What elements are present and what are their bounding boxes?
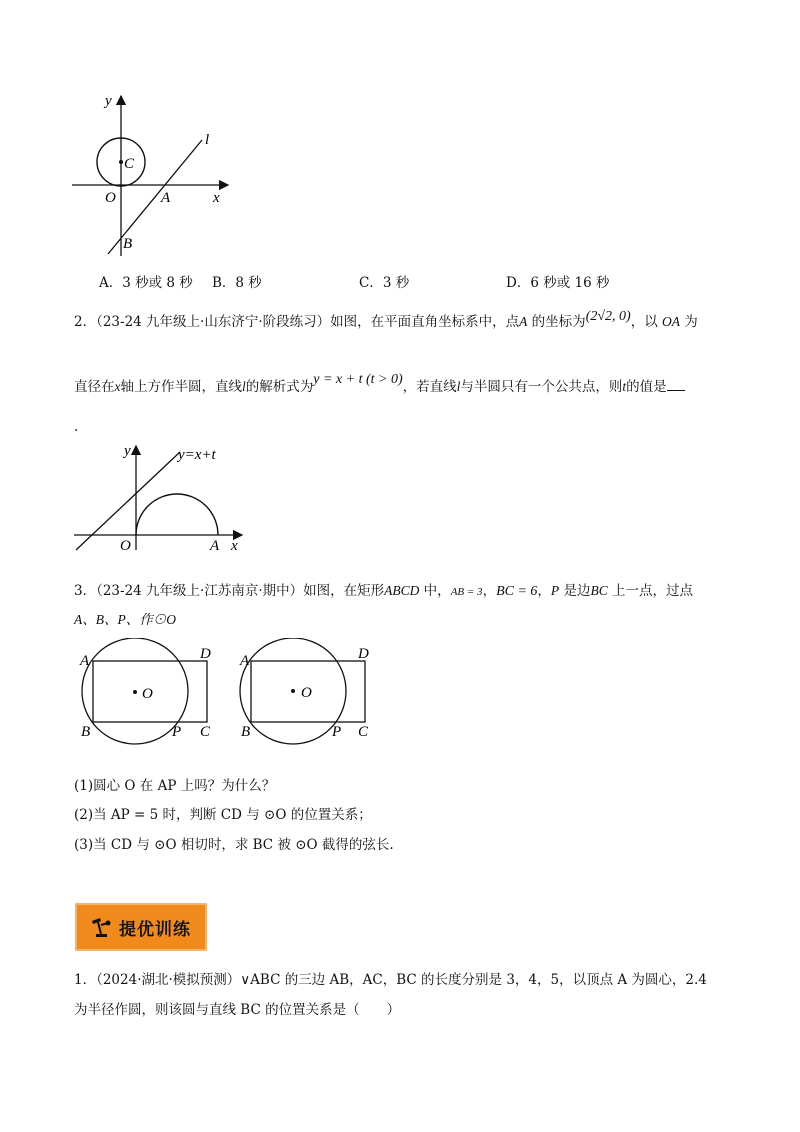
label-b: B bbox=[81, 724, 91, 740]
label-x: x bbox=[213, 190, 220, 206]
q2-line2: 直径在x轴上方作半圆，直线l的解析式为y = x + t (t > 0)，若直线l与半圆只有一个公共点，则t的值是 bbox=[74, 376, 685, 398]
label-c: C bbox=[124, 156, 135, 172]
label-d: D bbox=[358, 646, 369, 662]
label-b: B bbox=[241, 724, 251, 740]
q3-line1: 3．（23-24 九年级上·江苏南京·期中）如图，在矩形ABCD 中，AB = 3，BC = 6，P 是边BC 上一点，过点 bbox=[74, 583, 694, 599]
option-c[interactable]: C．3 秒 bbox=[359, 275, 410, 291]
label-d: D bbox=[200, 646, 211, 662]
section-banner bbox=[75, 903, 207, 951]
center-o-dot bbox=[133, 690, 137, 694]
label-o: O bbox=[120, 538, 131, 554]
label-line: y=x+t bbox=[178, 447, 216, 463]
label-a: A bbox=[161, 190, 171, 206]
banner-label: 提优训练 bbox=[119, 920, 191, 940]
q4-line2: 为半径作圆，则该圆与直线 BC 的位置关系是（ ） bbox=[74, 1002, 401, 1018]
label-a: A bbox=[210, 538, 220, 554]
q3-sub3: (3)当 CD 与 ⊙O 相切时，求 BC 被 ⊙O 截得的弦长. bbox=[74, 837, 394, 853]
option-b[interactable]: B．8 秒 bbox=[212, 275, 262, 291]
label-a: A bbox=[240, 653, 250, 669]
label-b: B bbox=[123, 236, 133, 252]
q4-line1: 1．（2024·湖北·模拟预测）∨ABC 的三边 AB，AC，BC 的长度分别是 3，4，5，以顶点 A 为圆心，2.4 bbox=[74, 972, 707, 988]
center-o-dot bbox=[291, 689, 295, 693]
label-o: O bbox=[142, 686, 153, 702]
label-c: C bbox=[200, 724, 211, 740]
figure-rectangle-circle-left bbox=[78, 638, 228, 748]
q3-sub2: (2)当 AP = 5 时，判断 CD 与 ⊙O 的位置关系； bbox=[74, 807, 372, 823]
option-d[interactable]: D．6 秒或 16 秒 bbox=[506, 275, 610, 291]
lamp-icon bbox=[89, 915, 113, 939]
label-c: C bbox=[358, 724, 369, 740]
label-p: P bbox=[172, 724, 182, 740]
figure-circle-line bbox=[60, 88, 240, 258]
q2-period: . bbox=[74, 419, 79, 435]
label-o: O bbox=[301, 685, 312, 701]
label-a: A bbox=[80, 653, 90, 669]
q2-line1: 2．（23-24 九年级上·山东济宁·阶段练习）如图，在平面直角坐标系中，点A 的坐标为(2√2, 0)，以 OA 为 bbox=[74, 309, 698, 330]
q3-line2: A、B、P、作⊙O bbox=[74, 612, 176, 627]
label-y: y bbox=[105, 93, 112, 109]
label-y: y bbox=[124, 443, 131, 459]
q3-sub1: (1)圆心 O 在 AP 上吗？为什么？ bbox=[74, 778, 276, 794]
answer-blank[interactable] bbox=[667, 376, 685, 391]
label-o: O bbox=[105, 190, 116, 206]
option-a[interactable]: A．3 秒或 8 秒 bbox=[99, 275, 193, 291]
semicircle bbox=[136, 494, 218, 535]
label-x: x bbox=[231, 538, 238, 554]
label-l: l bbox=[205, 132, 210, 148]
label-p: P bbox=[332, 724, 342, 740]
figure-semicircle bbox=[70, 440, 250, 560]
center-c-dot bbox=[119, 160, 123, 164]
figure-rectangle-circle-right bbox=[236, 638, 386, 748]
q2-equation: y = x + t (t > 0) bbox=[313, 372, 403, 387]
q2-coordinate: (2√2, 0) bbox=[585, 309, 631, 324]
